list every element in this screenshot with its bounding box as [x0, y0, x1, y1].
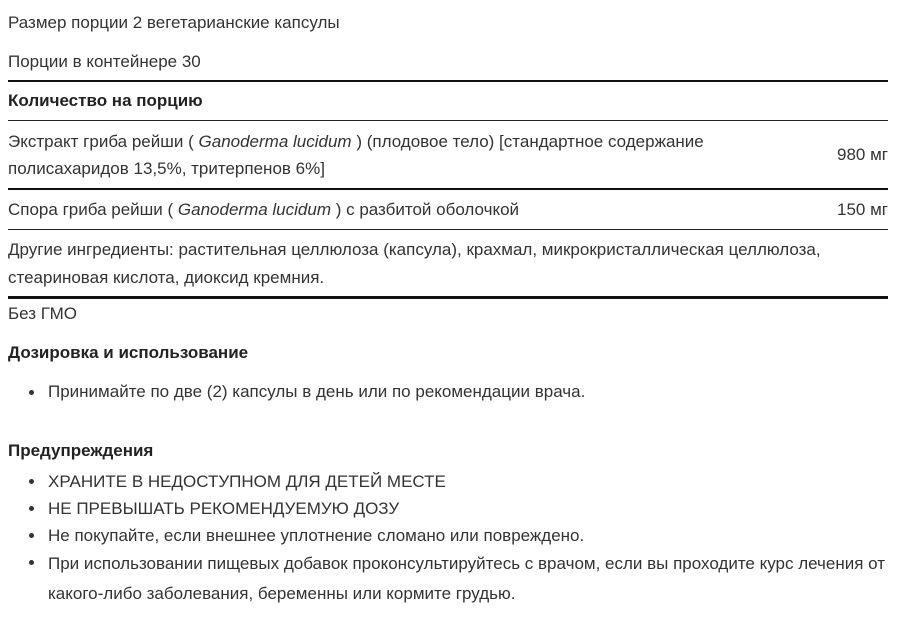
dosage-title: Дозировка и использование	[8, 343, 249, 362]
other-ingredients: Другие ингредиенты: растительная целлюлоза (капсула), крахмал, микрокристаллическая целлюлоза, стеариновая кислота, диоксид кремния.	[8, 240, 821, 287]
ingredient-row	[8, 128, 888, 182]
dosage-list	[28, 379, 888, 405]
divider-thin	[8, 120, 888, 121]
divider-thick	[8, 80, 888, 82]
ingredient-name	[8, 199, 708, 221]
divider-thick	[8, 296, 888, 299]
list-item: При использовании пищевых добавок проконсультируйтесь с врачом, если вы проходите курс лечения от какого-либо заболевания, беременны или кормите грудью.	[28, 549, 888, 609]
ingredient-latin-name: Ganoderma lucidum	[198, 132, 352, 151]
ingredient-row	[8, 199, 888, 221]
ingredient-name-prefix: Экстракт гриба рейши (	[8, 132, 194, 151]
list-item: Принимайте по две (2) капсулы в день или по рекомендации врача.	[28, 379, 888, 405]
list-item: ХРАНИТЕ В НЕДОСТУПНОМ ДЛЯ ДЕТЕЙ МЕСТЕ	[28, 468, 888, 495]
ingredient-amount: 150 мг	[837, 200, 888, 219]
amount-per-serving-header: Количество на порцию	[8, 91, 203, 110]
servings-per-container: Порции в контейнере 30	[8, 52, 201, 71]
serving-size: Размер порции 2 вегетарианские капсулы	[8, 13, 340, 32]
ingredient-name-suffix: ) (плодовое тело) [стандартное содержание полисахаридов 13,5%, тритерпенов 6%]	[8, 132, 704, 178]
ingredient-name-suffix: ) с разбитой оболочкой	[335, 200, 520, 219]
warnings-list	[28, 468, 888, 609]
list-item: НЕ ПРЕВЫШАТЬ РЕКОМЕНДУЕМУЮ ДОЗУ	[28, 495, 888, 522]
divider-thick	[8, 188, 888, 190]
ingredient-name	[8, 128, 708, 182]
list-item: Не покупайте, если внешнее уплотнение сломано или повреждено.	[28, 522, 888, 549]
divider-thin	[8, 229, 888, 230]
ingredient-latin-name: Ganoderma lucidum	[177, 200, 331, 219]
non-gmo-label: Без ГМО	[8, 304, 77, 323]
ingredient-name-prefix: Спора гриба рейши (	[8, 200, 174, 219]
warnings-title: Предупреждения	[8, 441, 154, 460]
ingredient-amount: 980 мг	[837, 145, 888, 164]
